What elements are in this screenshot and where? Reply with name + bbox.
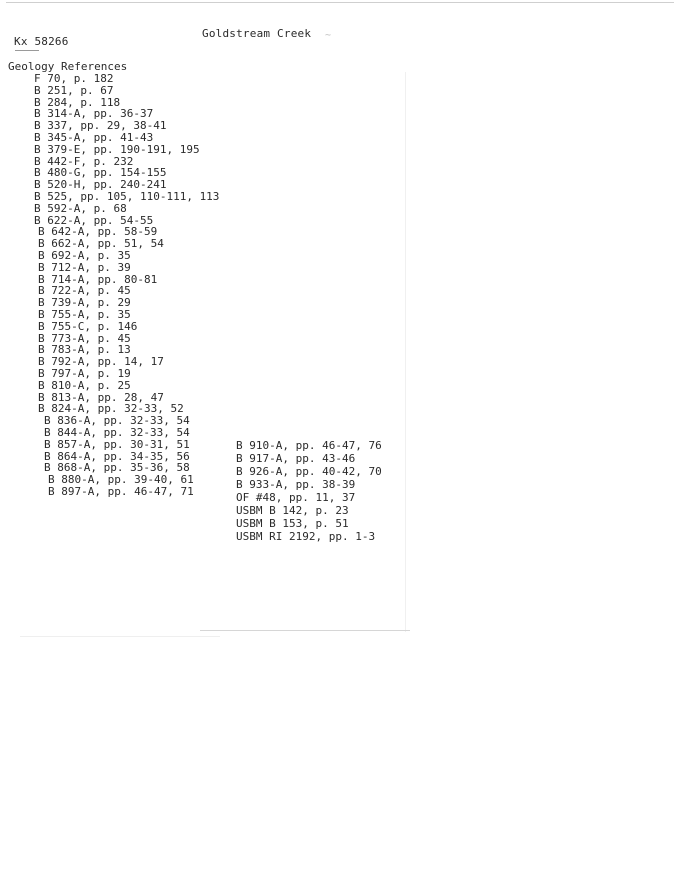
reference-item: B 755-C, p. 146 — [38, 319, 138, 333]
reference-item: B 712-A, p. 39 — [38, 260, 131, 274]
reference-item: B 480-G, pp. 154-155 — [34, 166, 167, 180]
card-bottom-edge-faint — [20, 636, 220, 637]
reference-item: B 792-A, pp. 14, 17 — [38, 355, 164, 369]
reference-item: B 722-A, p. 45 — [38, 284, 131, 298]
reference-item: B 739-A, p. 29 — [38, 296, 131, 310]
reference-item: B 520-H, pp. 240-241 — [34, 178, 167, 192]
reference-item: B 910-A, pp. 46-47, 76 — [236, 439, 382, 452]
reference-item: B 824-A, pp. 32-33, 52 — [38, 402, 184, 416]
pencil-mark: ~ — [325, 30, 332, 41]
reference-item: B 810-A, p. 25 — [38, 378, 131, 392]
reference-item: B 337, pp. 29, 38-41 — [34, 119, 167, 133]
reference-item: B 813-A, pp. 28, 47 — [38, 390, 164, 404]
reference-item: USBM B 142, p. 23 — [236, 504, 349, 517]
reference-item: B 692-A, p. 35 — [38, 248, 131, 262]
reference-item: B 857-A, pp. 30-31, 51 — [44, 437, 190, 451]
reference-item: B 714-A, pp. 80-81 — [38, 272, 158, 286]
section-heading: Geology References — [8, 60, 128, 73]
reference-item: B 880-A, pp. 39-40, 61 — [48, 473, 194, 487]
reference-item: B 592-A, p. 68 — [34, 201, 127, 215]
reference-item: B 864-A, pp. 34-35, 56 — [44, 449, 190, 463]
reference-item: B 797-A, p. 19 — [38, 366, 131, 380]
card-bottom-edge — [200, 630, 410, 631]
reference-item: B 442-F, p. 232 — [34, 154, 134, 168]
reference-item: B 917-A, pp. 43-46 — [236, 452, 356, 465]
reference-item: B 622-A, pp. 54-55 — [34, 213, 154, 227]
reference-item: B 868-A, pp. 35-36, 58 — [44, 461, 190, 475]
reference-item: B 755-A, p. 35 — [38, 307, 131, 321]
page-title: Goldstream Creek — [202, 27, 312, 40]
reference-item: B 897-A, pp. 46-47, 71 — [48, 484, 194, 498]
card-edge — [405, 72, 406, 632]
reference-item: B 844-A, pp. 32-33, 54 — [44, 425, 190, 439]
reference-item: B 525, pp. 105, 110-111, 113 — [34, 189, 220, 203]
reference-item: USBM RI 2192, pp. 1-3 — [236, 530, 376, 543]
references-list-right — [236, 439, 382, 543]
reference-item: B 836-A, pp. 32-33, 54 — [44, 414, 190, 428]
reference-item: B 284, p. 118 — [34, 95, 121, 109]
record-id: Kx 58266 — [14, 35, 69, 48]
reference-item: OF #48, pp. 11, 37 — [236, 491, 356, 504]
reference-item: B 251, p. 67 — [34, 83, 114, 97]
reference-item: F 70, p. 182 — [34, 72, 114, 85]
reference-item: B 926-A, pp. 40-42, 70 — [236, 465, 382, 478]
reference-item: B 662-A, pp. 51, 54 — [38, 237, 164, 251]
reference-item: USBM B 153, p. 51 — [236, 517, 349, 530]
reference-item: B 314-A, pp. 36-37 — [34, 107, 154, 121]
reference-item: B 783-A, p. 13 — [38, 343, 131, 357]
reference-item: B 379-E, pp. 190-191, 195 — [34, 142, 200, 156]
references-list-left — [34, 73, 219, 498]
reference-item: B 642-A, pp. 58-59 — [38, 225, 158, 239]
reference-item: B 773-A, p. 45 — [38, 331, 131, 345]
reference-item: B 933-A, pp. 38-39 — [236, 478, 356, 491]
reference-item: B 345-A, pp. 41-43 — [34, 130, 154, 144]
top-border-line — [6, 2, 674, 3]
record-id-underline — [15, 50, 39, 51]
